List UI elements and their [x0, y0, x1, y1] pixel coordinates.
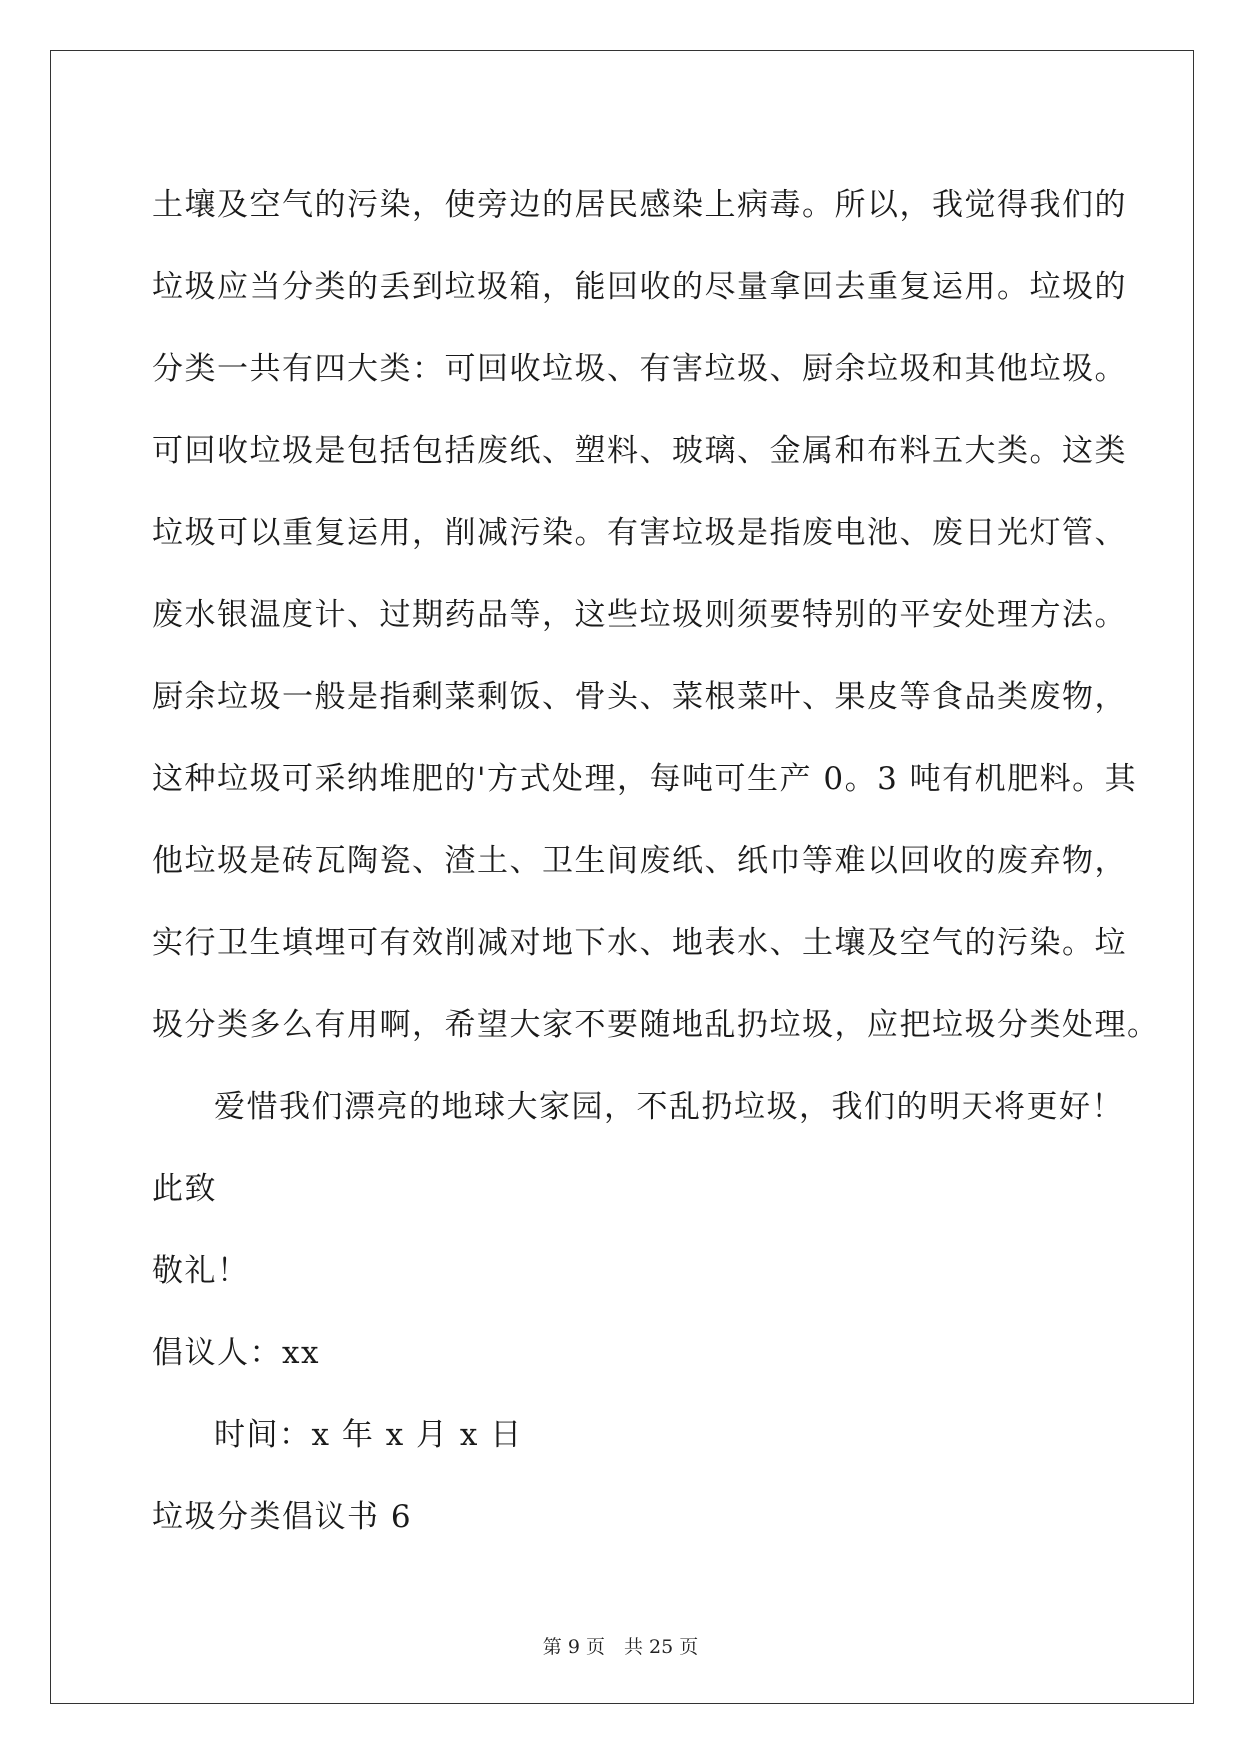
date-line: 时间：x 年 x 月 x 日	[214, 1417, 523, 1453]
body-line: 可回收垃圾是包括包括废纸、塑料、玻璃、金属和布料五大类。这类	[152, 433, 1127, 469]
body-line: 分类一共有四大类：可回收垃圾、有害垃圾、厨余垃圾和其他垃圾。	[152, 351, 1127, 387]
salutation-jingli: 敬礼！	[152, 1253, 250, 1289]
page-footer: 第 9 页 共 25 页	[542, 1636, 699, 1658]
next-section-heading: 垃圾分类倡议书 6	[152, 1499, 413, 1535]
body-line: 圾分类多么有用啊，希望大家不要随地乱扔垃圾，应把垃圾分类处理。	[152, 1007, 1160, 1043]
closing-line: 爱惜我们漂亮的地球大家园，不乱扔垃圾，我们的明天将更好！	[214, 1089, 1124, 1125]
body-line: 垃圾可以重复运用，削减污染。有害垃圾是指废电池、废日光灯管、	[152, 515, 1127, 551]
body-line: 废水银温度计、过期药品等，这些垃圾则须要特别的平安处理方法。	[152, 597, 1127, 633]
body-line: 实行卫生填埋可有效削减对地下水、地表水、土壤及空气的污染。垃	[152, 925, 1127, 961]
body-line: 他垃圾是砖瓦陶瓷、渣土、卫生间废纸、纸巾等难以回收的废弃物，	[152, 843, 1127, 879]
salutation-cizhi: 此致	[152, 1171, 217, 1207]
document-body	[152, 164, 1160, 1558]
body-line: 这种垃圾可采纳堆肥的'方式处理，每吨可生产 0。3 吨有机肥料。其	[152, 761, 1138, 797]
body-line: 垃圾应当分类的丢到垃圾箱，能回收的尽量拿回去重复运用。垃圾的	[152, 269, 1127, 305]
body-line: 土壤及空气的污染，使旁边的居民感染上病毒。所以，我觉得我们的	[152, 187, 1127, 223]
body-line: 厨余垃圾一般是指剩菜剩饭、骨头、菜根菜叶、果皮等食品类废物，	[152, 679, 1127, 715]
proposer-line: 倡议人：xx	[152, 1335, 320, 1371]
